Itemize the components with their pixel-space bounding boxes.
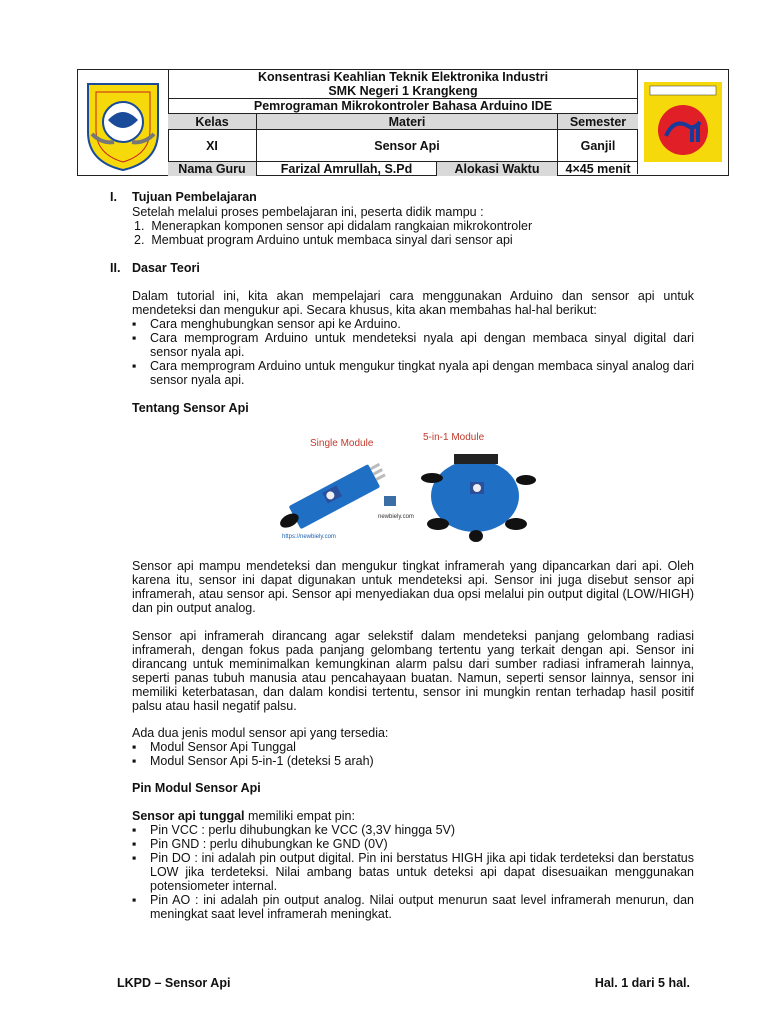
bullet-item: ▪ Pin VCC : perlu dihubungkan ke VCC (3,3V hingga 5V) [132,823,456,837]
header-line-1: Konsentrasi Keahlian Teknik Elektronika Industri [257,70,549,84]
value-materi: Sensor Api [257,130,558,161]
paragraph-sensor-1: Sensor api mampu mendeteksi dan mengukur tingkat inframerah yang dipancarkan dari api. Oleh karena itu, sensor ini dapat digunakan untuk mendeteksi api. Sensor ini juga disebut sensor api inframerah, atau sensor api. Sensor api menyediakan dua opsi melalui pin output digital (LOW/HIGH) dan pin output analog. [132,559,694,615]
school-crest-logo [78,70,169,174]
pins-intro-rest: memiliki empat pin: [244,809,355,823]
paragraph-pins-intro [132,809,694,823]
list-item [134,233,513,247]
list-number: 1. [134,219,145,233]
bullet-icon: ▪ [132,893,137,907]
header-values-row [168,130,638,162]
label-alokasi-waktu: Alokasi Waktu [437,162,558,176]
header-columns-row [168,114,638,130]
bullet-item: ▪ Modul Sensor Api 5-in-1 (deteksi 5 arah) [132,754,374,768]
section-1-title: Tujuan Pembelajaran [132,190,257,204]
image-brand: newbiely.com [378,514,414,520]
bullet-icon: ▪ [132,317,137,331]
footer-page-number: Hal. 1 dari 5 hal. [594,976,690,990]
list-number: 2. [134,233,145,247]
bullet-icon: ▪ [132,754,137,768]
bold-sensor-tunggal: Sensor api tunggal [132,809,245,823]
image-label-five: 5-in-1 Module [423,432,485,443]
col-semester: Semester [569,114,627,129]
smk-badge-logo [637,70,728,174]
footer-title: LKPD – Sensor Api [117,976,231,990]
section-1-intro: Setelah melalui proses pembelajaran ini, peserta didik mampu : [132,205,484,219]
subheading-tentang-sensor: Tentang Sensor Api [132,401,249,415]
section-2-number: II. [110,261,121,275]
image-url: https://newbiely.com [282,534,336,540]
col-materi: Materi [257,114,558,129]
bullet-item: ▪ Cara menghubungkan sensor api ke Arduino. [132,317,401,331]
bullet-icon: ▪ [132,331,137,345]
list-item [134,219,532,233]
bullet-item: ▪ Pin AO : ini adalah pin output analog. Nilai output menurun saat level inframerah menurun, dan meningkat saat level inframerah meningkat. [132,893,694,921]
bullet-item: ▪ Pin DO : ini adalah pin output digital. Pin ini berstatus HIGH jika api tidak terdeteksi dan berstatus LOW jika terdeteksi. Nilai ambang batas untuk deteksi api dapat disesuaikan menggunakan potensiometer internal. [132,851,694,893]
value-kelas: XI [168,130,257,161]
value-semester: Ganjil [580,138,616,153]
subheading-pin-modul: Pin Modul Sensor Api [132,781,261,795]
flame-sensor-modules-image [280,424,552,542]
label-nama-guru: Nama Guru [168,162,257,176]
header-line-3: Pemrograman Mikrokontroler Bahasa Arduino IDE [168,99,638,114]
section-2-title: Dasar Teori [132,261,200,275]
bullet-item: ▪ Pin GND : perlu dihubungkan ke GND (0V) [132,837,388,851]
bullet-item: ▪ Cara memprogram Arduino untuk mendeteksi nyala api dengan membaca sinyal digital dari sensor nyala api. [132,331,694,359]
bullet-icon: ▪ [132,823,137,837]
bullet-item: ▪ Cara memprogram Arduino untuk mengukur tingkat nyala api dengan membaca sinyal analog dari sensor nyala api. [132,359,694,387]
bullet-icon: ▪ [132,837,137,851]
list-item-text: Membuat program Arduino untuk membaca sinyal dari sensor api [151,233,513,247]
header-line-2: SMK Negeri 1 Krangkeng [168,84,638,99]
bullet-icon: ▪ [132,851,137,865]
list-item-text: Menerapkan komponen sensor api didalam rangkaian mikrokontroler [151,219,533,233]
bullet-icon: ▪ [132,359,137,373]
header-table [77,69,729,176]
value-alokasi-waktu: 4×45 menit [565,162,631,176]
header-guru-row [168,162,638,176]
bullet-icon: ▪ [132,740,137,754]
section-1-number: I. [110,190,117,204]
paragraph-sensor-2: Sensor api inframerah dirancang agar selekstif dalam mendeteksi panjang gelombang radiasi inframerah, dengan fokus pada panjang gelombang tertentu yang terkait dengan api. Sensor ini dirancang untuk meminimalkan kemungkinan alarm palsu dari sumber radiasi inframerah lainnya, seperti panas tubuh manusia atau pencahayaan buatan. Namun, seperti sensor lainnya, sensor ini memiliki keterbatasan, dan dalam kondisi tertentu, sensor ini mungkin rentan terhadap hasil positif palsu atau hasil negatif palsu. [132,629,694,713]
value-nama-guru: Farizal Amrullah, S.Pd [257,162,437,176]
paragraph-module-types: Ada dua jenis modul sensor api yang tersedia: [132,726,389,740]
col-kelas: Kelas [168,114,257,129]
bullet-item: ▪ Modul Sensor Api Tunggal [132,740,296,754]
image-label-single: Single Module [310,438,374,449]
paragraph-intro: Dalam tutorial ini, kita akan mempelajari cara menggunakan Arduino dan sensor api untuk mendeteksi dan mengukur api. Secara khusus, kita akan membahas hal-hal berikut: [132,289,694,317]
